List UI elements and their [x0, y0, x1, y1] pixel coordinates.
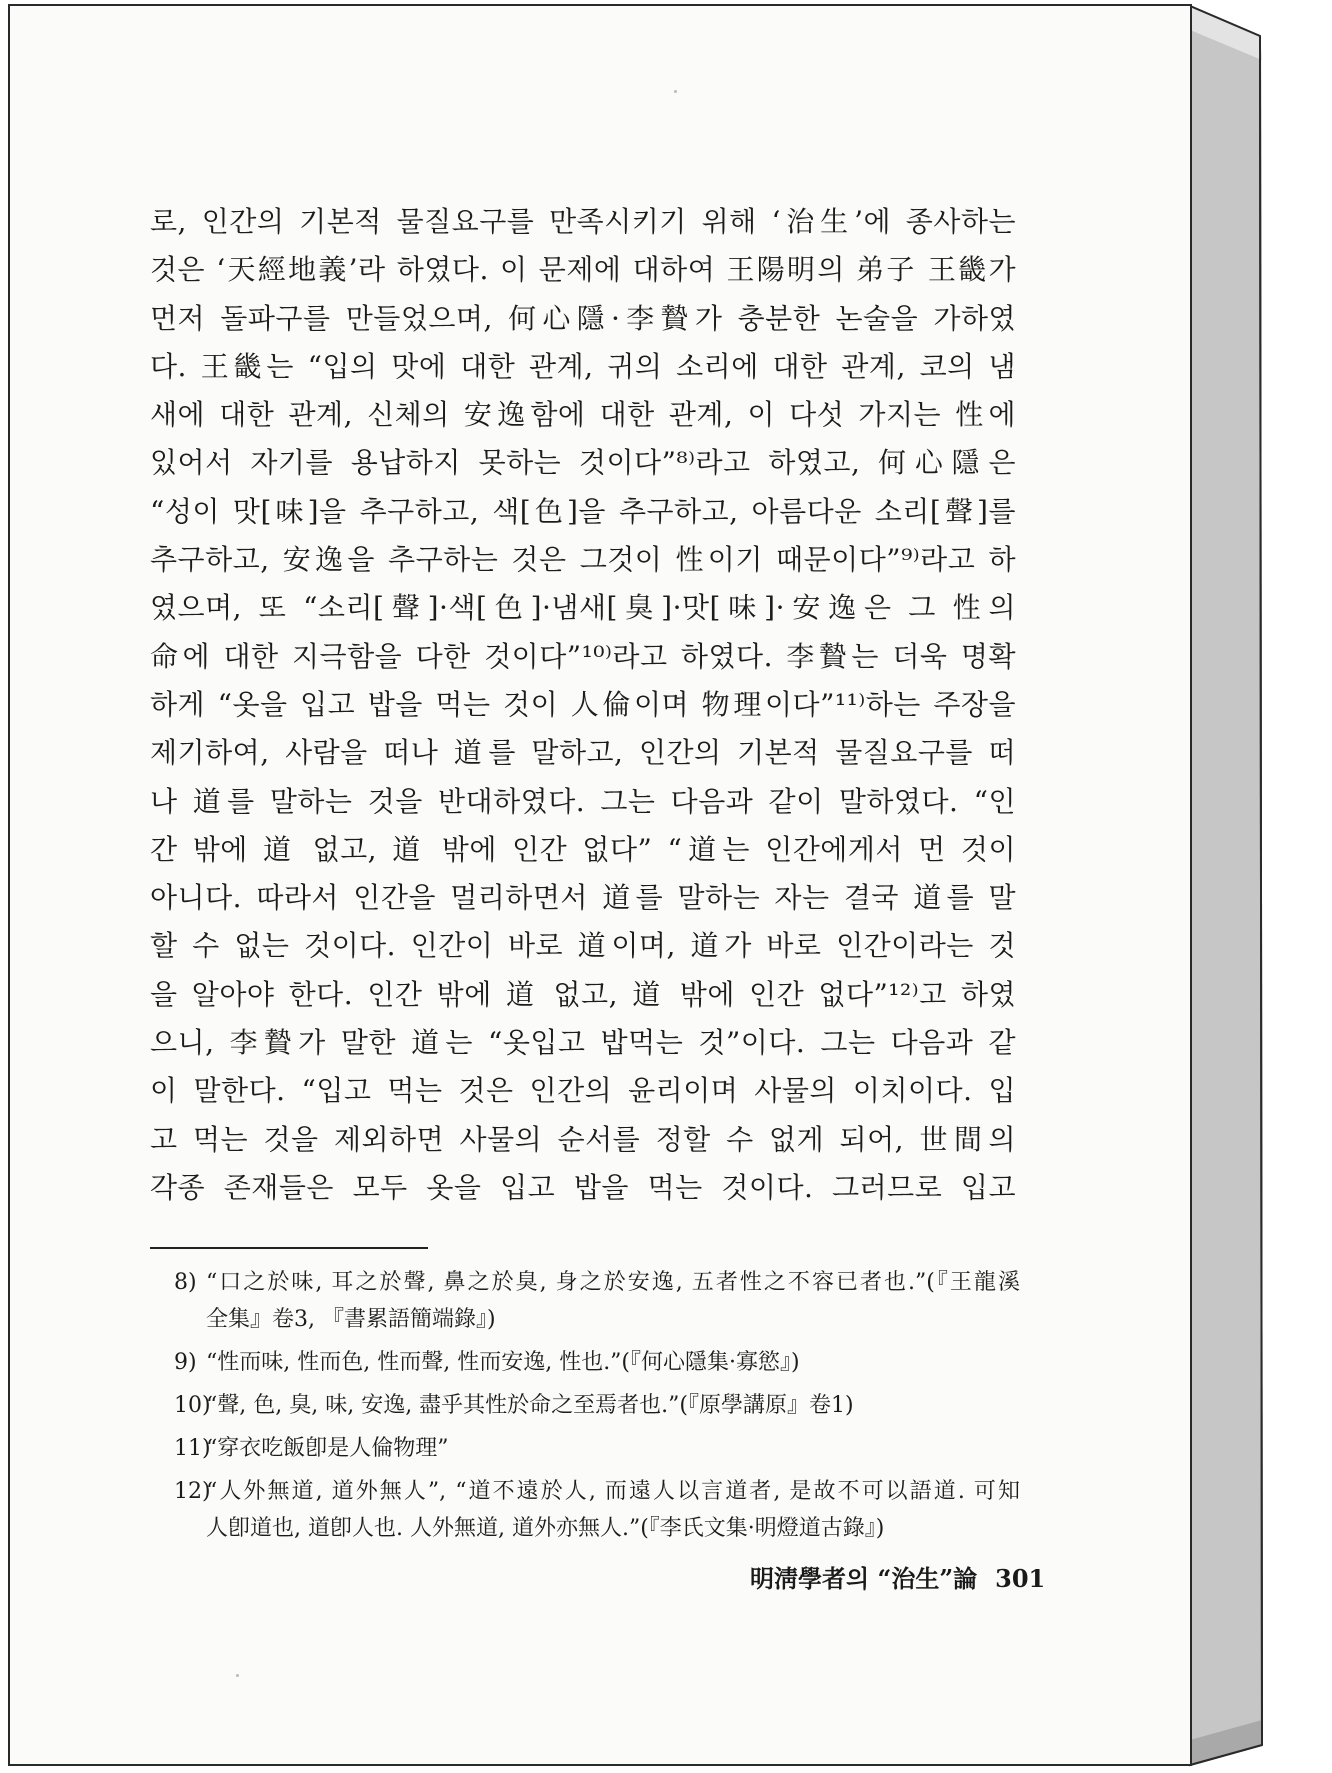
body-line: 새에 대한 관계, 신체의 安逸함에 대한 관계, 이 다섯 가지는 性에: [150, 398, 1016, 432]
page-number: 301: [995, 1564, 1046, 1593]
body-line: 다. 王畿는 “입의 맛에 대한 관계, 귀의 소리에 대한 관계, 코의 냄: [150, 349, 1016, 383]
body-line: 있어서 자기를 용납하지 못하는 것이다”⁸⁾라고 하였고, 何心隱은: [150, 446, 1016, 480]
footnote-line: “聲, 色, 臭, 味, 安逸, 盡乎其性於命之至焉者也.”(『原學講原』卷1): [206, 1393, 854, 1418]
body-line: 을 알아야 한다. 인간 밖에 道 없고, 道 밖에 인간 없다”¹²⁾고 하였: [150, 977, 1016, 1011]
body-line: “성이 맛[味]을 추구하고, 색[色]을 추구하고, 아름다운 소리[聲]를: [150, 494, 1016, 528]
footnote-9: [150, 1344, 1020, 1381]
body-line: 이 말한다. “입고 먹는 것은 인간의 윤리이며 사물의 이치이다. 입: [150, 1074, 1016, 1108]
body-line: 으니, 李贄가 말한 道는 “옷입고 밥먹는 것”이다. 그는 다음과 같: [150, 1026, 1016, 1060]
body-line: 제기하여, 사람을 떠나 道를 말하고, 인간의 기본적 물질요구를 떠: [150, 736, 1016, 770]
footnotes: [150, 1264, 1020, 1553]
footnote-line: “口之於味, 耳之於聲, 鼻之於臭, 身之於安逸, 五者性之不容已者也.”(『王龍溪: [206, 1270, 1020, 1295]
body-line: 命에 대한 지극함을 다한 것이다”¹⁰⁾라고 하였다. 李贄는 더욱 명확: [150, 639, 1016, 673]
running-head: [750, 1559, 1046, 1594]
footnote-line: “穿衣吃飯卽是人倫物理”: [206, 1436, 449, 1461]
body-line: 각종 존재들은 모두 옷을 입고 밥을 먹는 것이다. 그러므로 입고: [150, 1170, 1016, 1204]
footnote-line: 人卽道也, 道卽人也. 人外無道, 道外亦無人.”(『李氏文集·明燈道古錄』): [206, 1516, 885, 1541]
footnote-number: 10): [174, 1393, 211, 1418]
footnote-10: [150, 1387, 1020, 1424]
footnote-12: [150, 1473, 1020, 1547]
book-page: [8, 4, 1192, 1766]
body-line: 할 수 없는 것이다. 인간이 바로 道이며, 道가 바로 인간이라는 것: [150, 929, 1016, 963]
body-line: 하게 “옷을 입고 밥을 먹는 것이 人倫이며 物理이다”¹¹⁾하는 주장을: [150, 687, 1016, 721]
footnote-8: [150, 1264, 1020, 1338]
scan-speck: [236, 1674, 239, 1677]
footnote-number: 11): [174, 1436, 211, 1461]
footnote-line: “性而味, 性而色, 性而聲, 性而安逸, 性也.”(『何心隱集·寡慾』): [206, 1350, 800, 1375]
footnote-11: [150, 1430, 1020, 1467]
scan-speck: [674, 90, 677, 93]
footnote-rule: [150, 1247, 428, 1249]
body-line: 아니다. 따라서 인간을 멀리하면서 道를 말하는 자는 결국 道를 말: [150, 881, 1016, 915]
footnote-line: 全集』卷3, 『書累語簡端錄』): [206, 1307, 496, 1332]
body-line: 고 먹는 것을 제외하면 사물의 순서를 정할 수 없게 되어, 世間의: [150, 1122, 1016, 1156]
running-head-title: 明淸學者의 “治生”論: [750, 1564, 978, 1593]
body-text: [150, 198, 1016, 1212]
body-line: 나 道를 말하는 것을 반대하였다. 그는 다음과 같이 말하였다. “인: [150, 784, 1016, 818]
body-line: 였으며, 또 “소리[聲]·색[色]·냄새[臭]·맛[味]·安逸은 그 性의: [150, 591, 1016, 625]
body-line: 먼저 돌파구를 만들었으며, 何心隱·李贄가 충분한 논술을 가하였: [150, 301, 1016, 335]
body-line: 추구하고, 安逸을 추구하는 것은 그것이 性이기 때문이다”⁹⁾라고 하: [150, 543, 1016, 577]
footnote-number: 9): [174, 1350, 197, 1375]
footnote-line: “人外無道, 道外無人”, “道不遠於人, 而遠人以言道者, 是故不可以語道. 可知: [206, 1479, 1020, 1504]
body-line: 간 밖에 道 없고, 道 밖에 인간 없다” “道는 인간에게서 먼 것이: [150, 832, 1016, 866]
body-line: 것은 ‘天經地義’라 하였다. 이 문제에 대하여 王陽明의 弟子 王畿가: [150, 253, 1016, 287]
footnote-number: 12): [174, 1479, 211, 1504]
body-line: 로, 인간의 기본적 물질요구를 만족시키기 위해 ‘治生’에 종사하는: [150, 205, 1016, 238]
footnote-number: 8): [174, 1270, 197, 1295]
